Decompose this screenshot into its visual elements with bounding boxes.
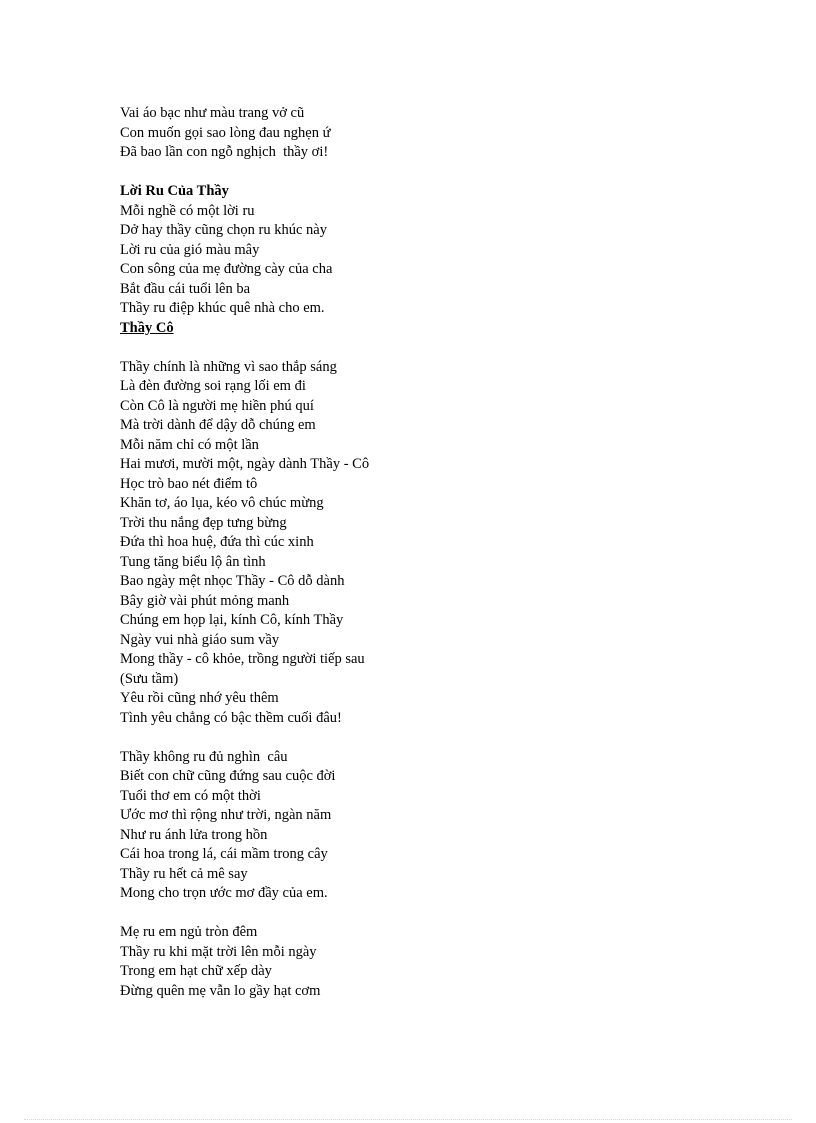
poem-line: Khăn tơ, áo lụa, kéo vô chúc mừng (120, 495, 324, 511)
poem-line: Mong cho trọn ước mơ đầy của em. (120, 885, 328, 901)
poem-line: Hai mươi, mười một, ngày dành Thầy - Cô (120, 456, 370, 472)
poem-line: Thầy ru điệp khúc quê nhà cho em. (120, 300, 325, 316)
poem-line: Con muốn gọi sao lòng đau nghẹn ứ (120, 124, 331, 141)
poem-line: Thầy chính là những vì sao thắp sáng (120, 358, 337, 375)
blank-line (120, 728, 720, 748)
poem-line: Chúng em họp lại, kính Cô, kính Thầy (120, 612, 344, 628)
blank-line (120, 163, 720, 183)
poem-line: Trong em hạt chữ xếp dày (120, 963, 272, 979)
poem-line: Ước mơ thì rộng như trời, ngàn năm (120, 807, 332, 823)
poem-line: Bắt đầu cái tuổi lên ba (120, 280, 251, 297)
poem-title: Lời Ru Của Thầy (120, 183, 229, 199)
poem-line: Mà trời dành để dậy dỗ chúng em (120, 417, 316, 433)
poem-line: Mong thầy - cô khỏe, trồng người tiếp sau (120, 651, 365, 667)
poem-line: Đừng quên mẹ vẫn lo gầy hạt cơm (120, 982, 321, 999)
poem-line: Còn Cô là người mẹ hiền phú quí (120, 397, 314, 414)
poem-line: Trời thu nắng đẹp tưng bừng (120, 514, 287, 531)
poem-line: Tình yêu chẳng có bậc thềm cuối đâu! (120, 709, 342, 726)
poem-line: Đã bao lần con ngỗ nghịch thầy ơi! (120, 144, 329, 160)
poem-line: Học trò bao nét điểm tô (120, 475, 258, 492)
poem-line: Như ru ánh lửa trong hồn (120, 826, 268, 843)
poem-line: Đứa thì hoa huệ, đứa thì cúc xinh (120, 534, 314, 550)
poem-line: Tung tăng biểu lộ ân tình (120, 553, 266, 570)
source-credit: (Sưu tầm) (120, 670, 179, 687)
poem-line: Cái hoa trong lá, cái mầm trong cây (120, 846, 328, 862)
poem-line: Lời ru của gió màu mây (120, 241, 260, 258)
poem-line: Bao ngày mệt nhọc Thầy - Cô dỗ dành (120, 573, 345, 589)
poem-line: Biết con chữ cũng đứng sau cuộc đời (120, 768, 336, 784)
page-bottom-divider (24, 1119, 792, 1120)
poem-line: Con sông của mẹ đường cày của cha (120, 261, 333, 277)
poem-line: Dở hay thầy cũng chọn ru khúc này (120, 222, 327, 238)
poem-line: Bây giờ vài phút mỏng manh (120, 592, 290, 609)
poem-title: Thầy Cô (120, 319, 174, 336)
poem-line: Thầy ru hết cả mê say (120, 865, 248, 882)
poem-line: Thầy ru khi mặt trời lên mỗi ngày (120, 943, 317, 960)
poem-line: Vai áo bạc như màu trang vở cũ (120, 105, 305, 121)
poem-line: Tuổi thơ em có một thời (120, 787, 261, 804)
poem-line: Thầy không ru đủ nghìn câu (120, 748, 288, 765)
poem-line: Là đèn đường soi rạng lối em đi (120, 378, 306, 394)
blank-line (120, 904, 720, 924)
poem-line: Mẹ ru em ngủ tròn đêm (120, 924, 258, 940)
poem-line: Mỗi năm chỉ có một lần (120, 436, 259, 453)
poem-line: Yêu rồi cũng nhớ yêu thêm (120, 690, 279, 706)
poem-line: Mỗi nghề có một lời ru (120, 202, 255, 219)
blank-line (120, 338, 720, 358)
poem-text-block (120, 104, 720, 1001)
poem-line: Ngày vui nhà giáo sum vầy (120, 631, 280, 648)
